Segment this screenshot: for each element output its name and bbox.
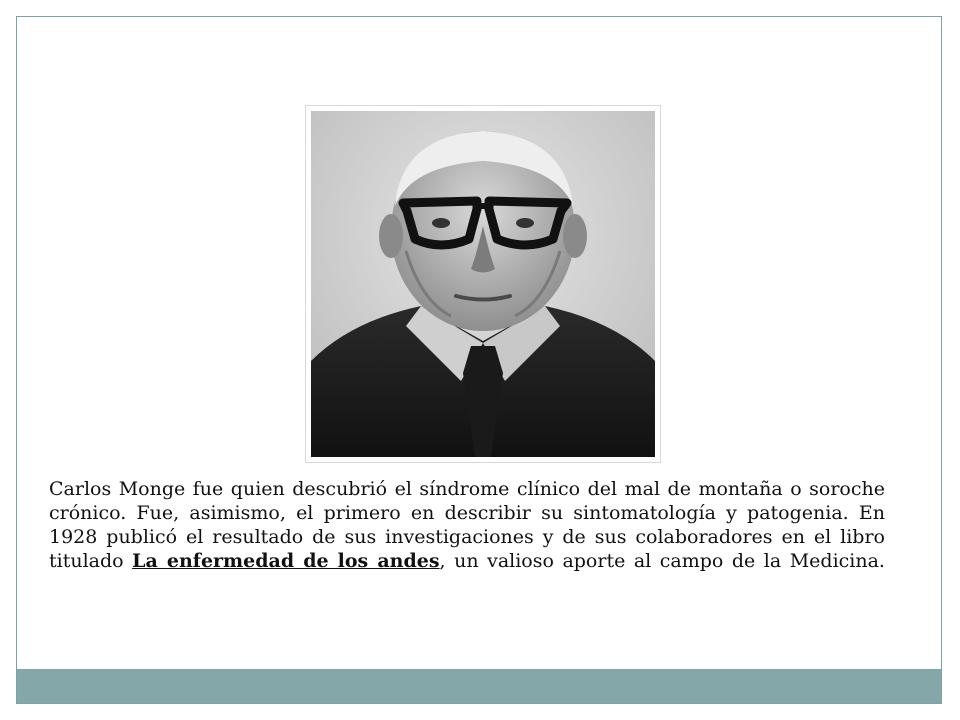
book-title[interactable]: La enfermedad de los andes (132, 550, 440, 572)
description-paragraph (49, 477, 885, 573)
paragraph-text-after: , un valioso aporte al campo de la Medicina. (439, 550, 885, 572)
portrait-illustration (311, 111, 655, 457)
paragraph-text-before: Carlos Monge fue quien descubrió el síndrome clínico del mal de montaña o soroche crónico. Fue, asimismo, el primero en describir su sintomatología y patogenia. En 1928 publicó el resultado de sus investigaciones y de sus colaboradores en el libro titulado (49, 478, 885, 572)
portrait-photo (305, 105, 661, 463)
slide (16, 16, 942, 704)
footer-bar (17, 669, 941, 703)
